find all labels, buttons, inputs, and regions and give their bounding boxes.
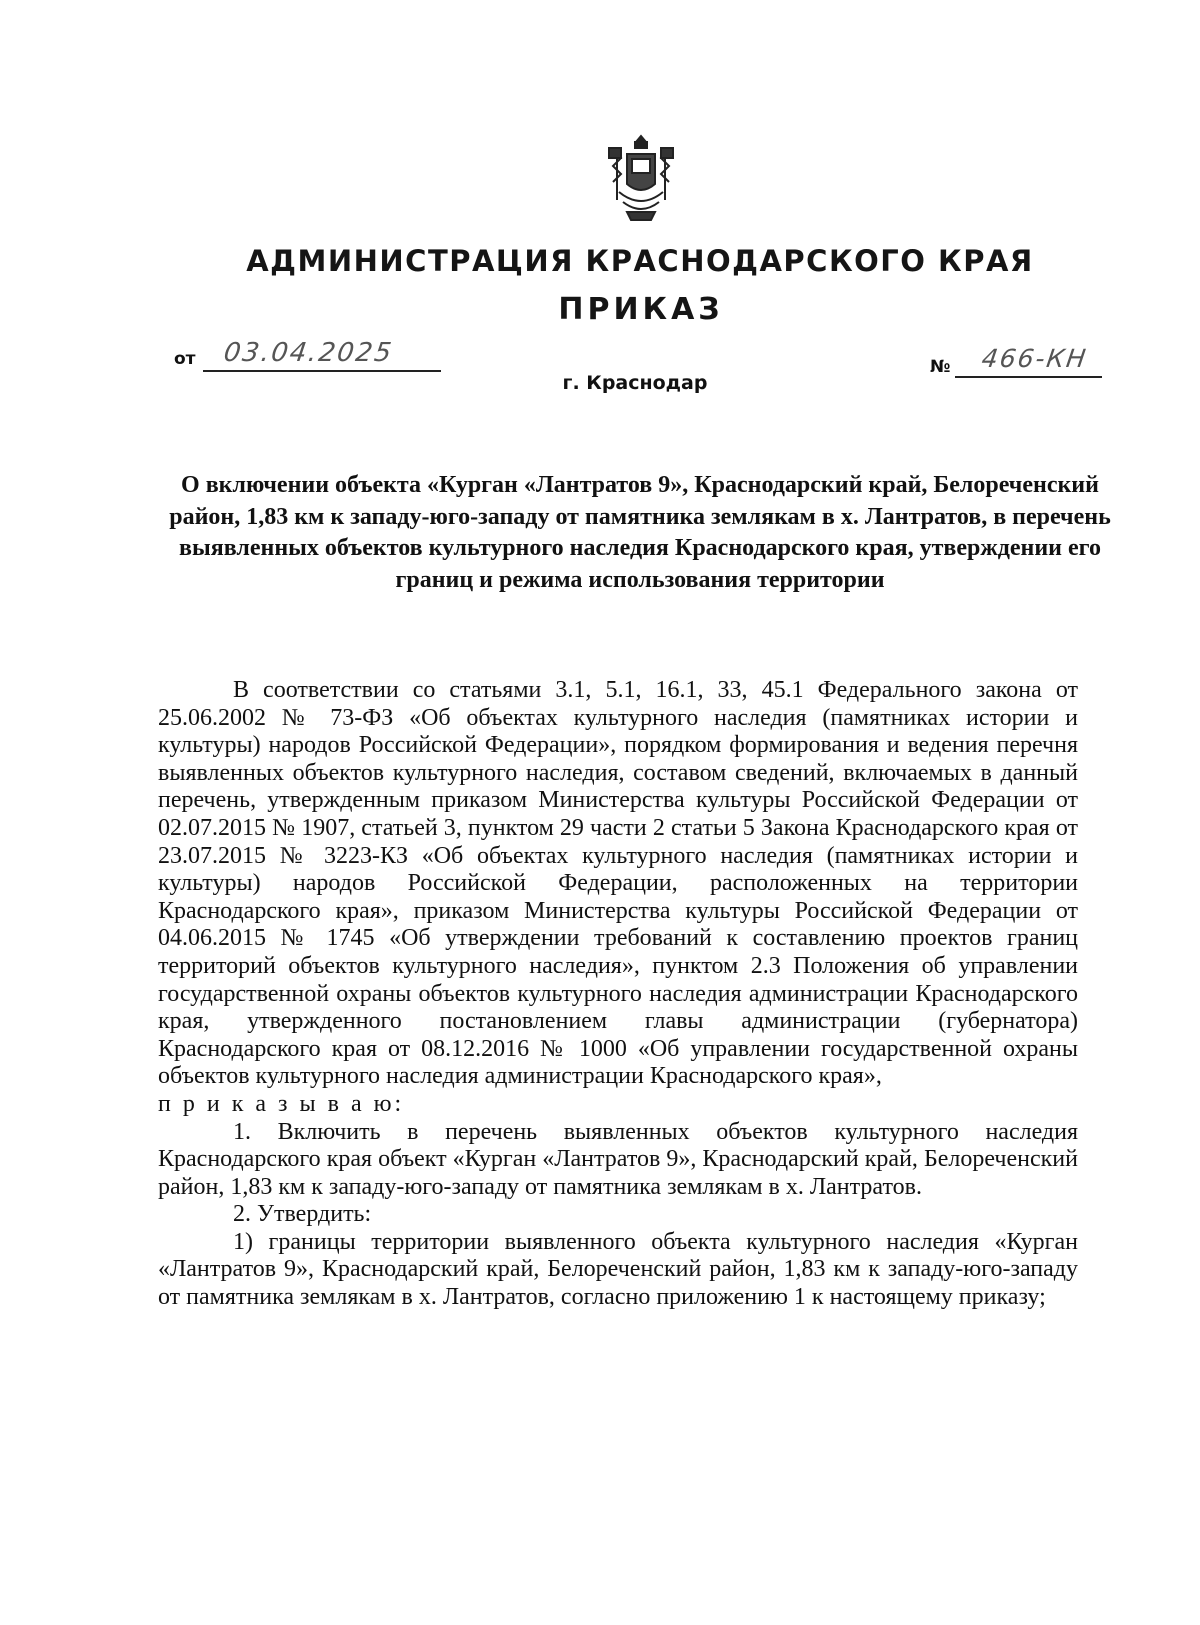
document-title: О включении объекта «Курган «Лантратов 9», Краснодарский край, Белореченский район, 1,83 км к западу-юго-западу от памятника землякам в х. Лантратов, в перечень выявленных объектов культурного наследия Краснодарского края, утверждении его границ и режима использования территории <box>169 472 1111 593</box>
order-word: п р и к а з ы в а ю: <box>158 1090 405 1117</box>
document-body <box>158 677 1078 1312</box>
item-2-1: 1) границы территории выявленного объекта культурного наследия «Курган «Лантратов 9», Краснодарский край, Белореченский район, 1,83 км к западу-юго-западу от памятника землякам в х. Лантратов, согласно приложению 1 к настоящему приказу; <box>158 1228 1078 1311</box>
organization-name: АДМИНИСТРАЦИЯ КРАСНОДАРСКОГО КРАЯ <box>246 244 1034 278</box>
city: г. Краснодар <box>562 372 708 394</box>
coat-of-arms-emblem <box>603 132 679 228</box>
document-type: ПРИКАЗ <box>558 292 724 327</box>
number-value: 466-КН <box>979 344 1090 373</box>
date-label: от <box>174 349 196 369</box>
date-value: 03.04.2025 <box>221 338 395 368</box>
item-2: 2. Утвердить: <box>233 1201 372 1228</box>
number-label: № <box>930 357 951 377</box>
item-1: 1. Включить в перечень выявленных объектов культурного наследия Краснодарского края объект «Курган «Лантратов 9», Краснодарский край, Белореченский район, 1,83 км к западу-юго-западу от памятника землякам в х. Лантратов. <box>158 1118 1078 1200</box>
preamble-paragraph: В соответствии со статьями 3.1, 5.1, 16.1, 33, 45.1 Федерального закона от 25.06.2002 № 73-ФЗ «Об объектах культурного наследия (памятниках истории и культуры) народов Российской Федерации», порядком формирования и ведения перечня выявленных объектов культурного наследия, составом сведений, включаемых в данный перечень, утвержденным приказом Министерства культуры Российской Федерации от 02.07.2015 № 1907, статьей 3, пунктом 29 части 2 статьи 5 Закона Краснодарского края от 23.07.2015 № 3223-КЗ «Об объектах культурного наследия (памятниках истории и культуры) народов Российской Федерации, расположенных на территории Краснодарского края», приказом Министерства культуры Российской Федерации от 04.06.2015 № 1745 «Об утверждении требований к составлению проектов границ территорий объектов культурного наследия», пунктом 2.3 Положения об управлении государственной охраны объектов культурного наследия администрации Краснодарского края, утвержденного постановлением главы администрации (губернатора) Краснодарского края от 08.12.2016 № 1000 «Об управлении государственной охраны объектов культурного наследия администрации Краснодарского края», <box>158 677 1078 1090</box>
